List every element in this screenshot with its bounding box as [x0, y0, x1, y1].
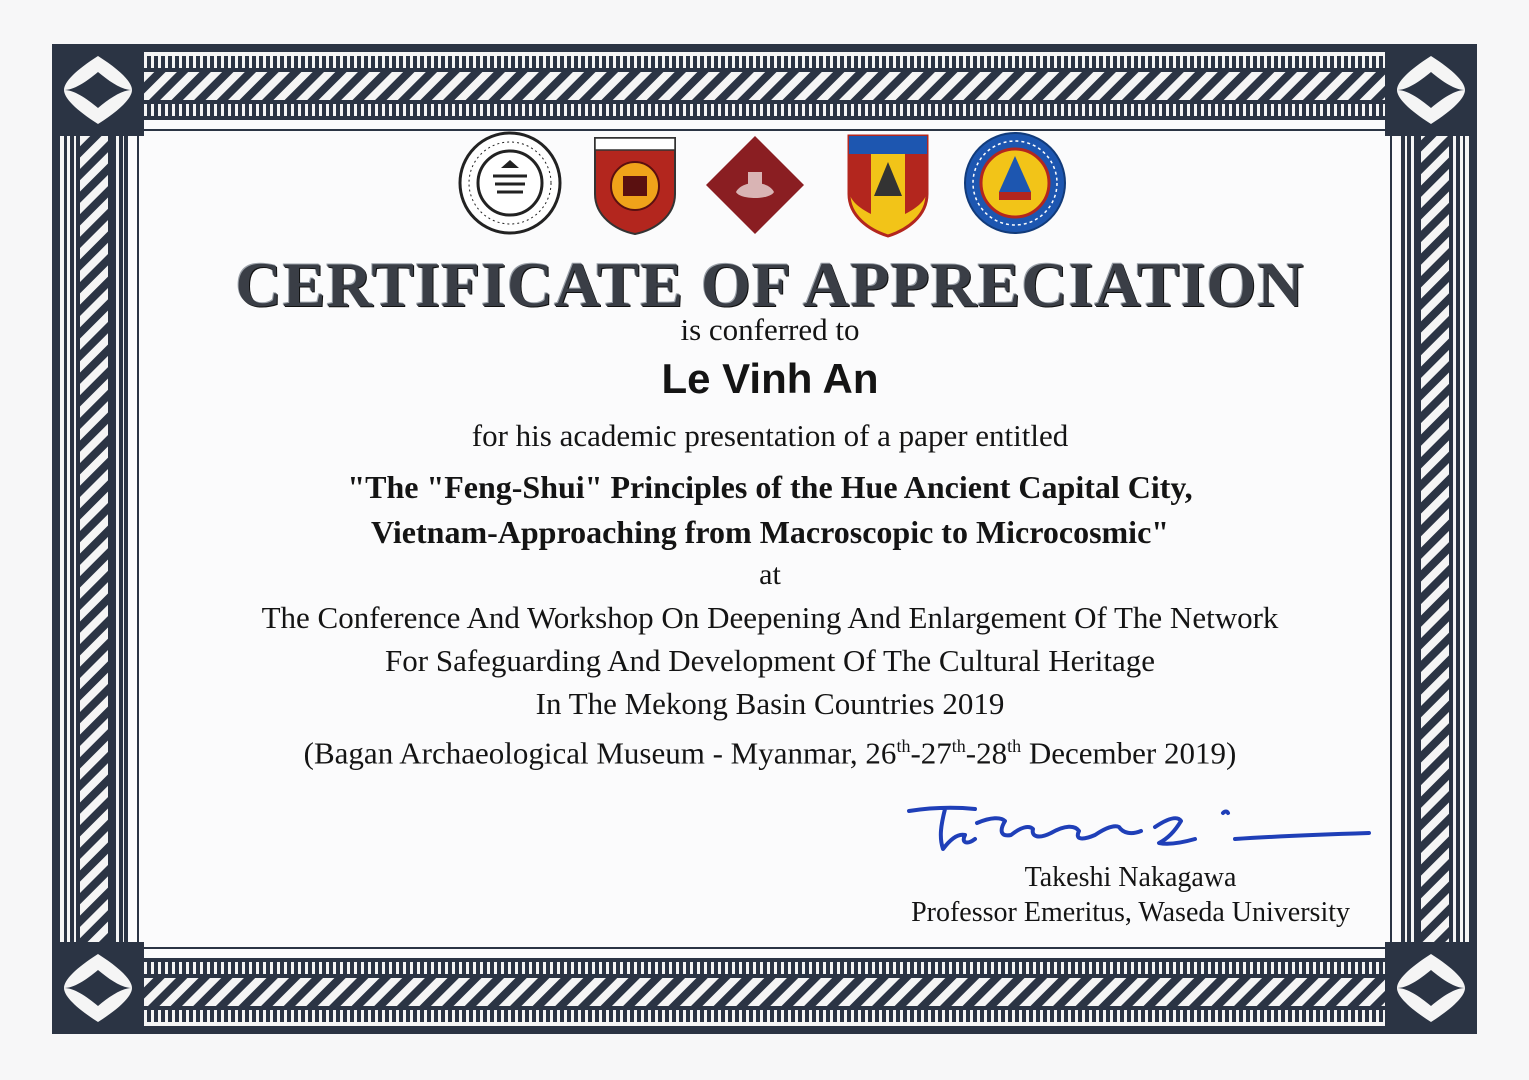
- conference-line-3: In The Mekong Basin Countries 2019: [535, 686, 1005, 721]
- conferred-text: is conferred to: [680, 312, 860, 347]
- certificate-content: [150, 130, 1390, 950]
- conference-line-2: For Safeguarding And Development Of The Cultural Heritage: [385, 643, 1155, 678]
- date-28: -28: [965, 735, 1008, 771]
- paper-title-line-1: "The "Feng-Shui" Principles of the Hue Ancient Capital City,: [347, 469, 1193, 505]
- at-text: at: [759, 558, 781, 591]
- ministry-seal-logo: [962, 130, 1068, 236]
- paper-title-line-2: Vietnam-Approaching from Macroscopic to Microcosmic": [370, 514, 1170, 550]
- signatory-name: Takeshi Nakagawa: [1024, 862, 1237, 893]
- venue-suffix: December 2019): [1021, 735, 1237, 771]
- technological-university-shield-logo: [592, 134, 678, 236]
- signatory-title: Professor Emeritus, Waseda University: [911, 897, 1350, 928]
- certificate-title: CERTIFICATE OF APPRECIATION: [235, 249, 1305, 320]
- venue-and-dates: [150, 725, 1390, 774]
- conference-line-1: The Conference And Workshop On Deepening And Enlargement Of The Network: [261, 600, 1279, 635]
- paper-title: [150, 465, 1390, 555]
- recipient-name: Le Vinh An: [661, 355, 879, 402]
- red-diamond-emblem-logo: [704, 134, 806, 236]
- date-27: -27: [910, 735, 952, 771]
- conference-name: [150, 596, 1390, 774]
- sup-th-27: th: [951, 736, 966, 756]
- venue-prefix: (Bagan Archaeological Museum - Myanmar, 26: [303, 735, 897, 771]
- signatory-block: [911, 860, 1350, 930]
- logo-row: [150, 130, 1390, 240]
- japan-society-seal-logo: [457, 130, 563, 236]
- shield-emblem-logo: [846, 132, 930, 238]
- sup-th-26: th: [896, 736, 911, 756]
- sup-th-28: th: [1007, 736, 1022, 756]
- presentation-intro: for his academic presentation of a paper entitled: [471, 418, 1069, 453]
